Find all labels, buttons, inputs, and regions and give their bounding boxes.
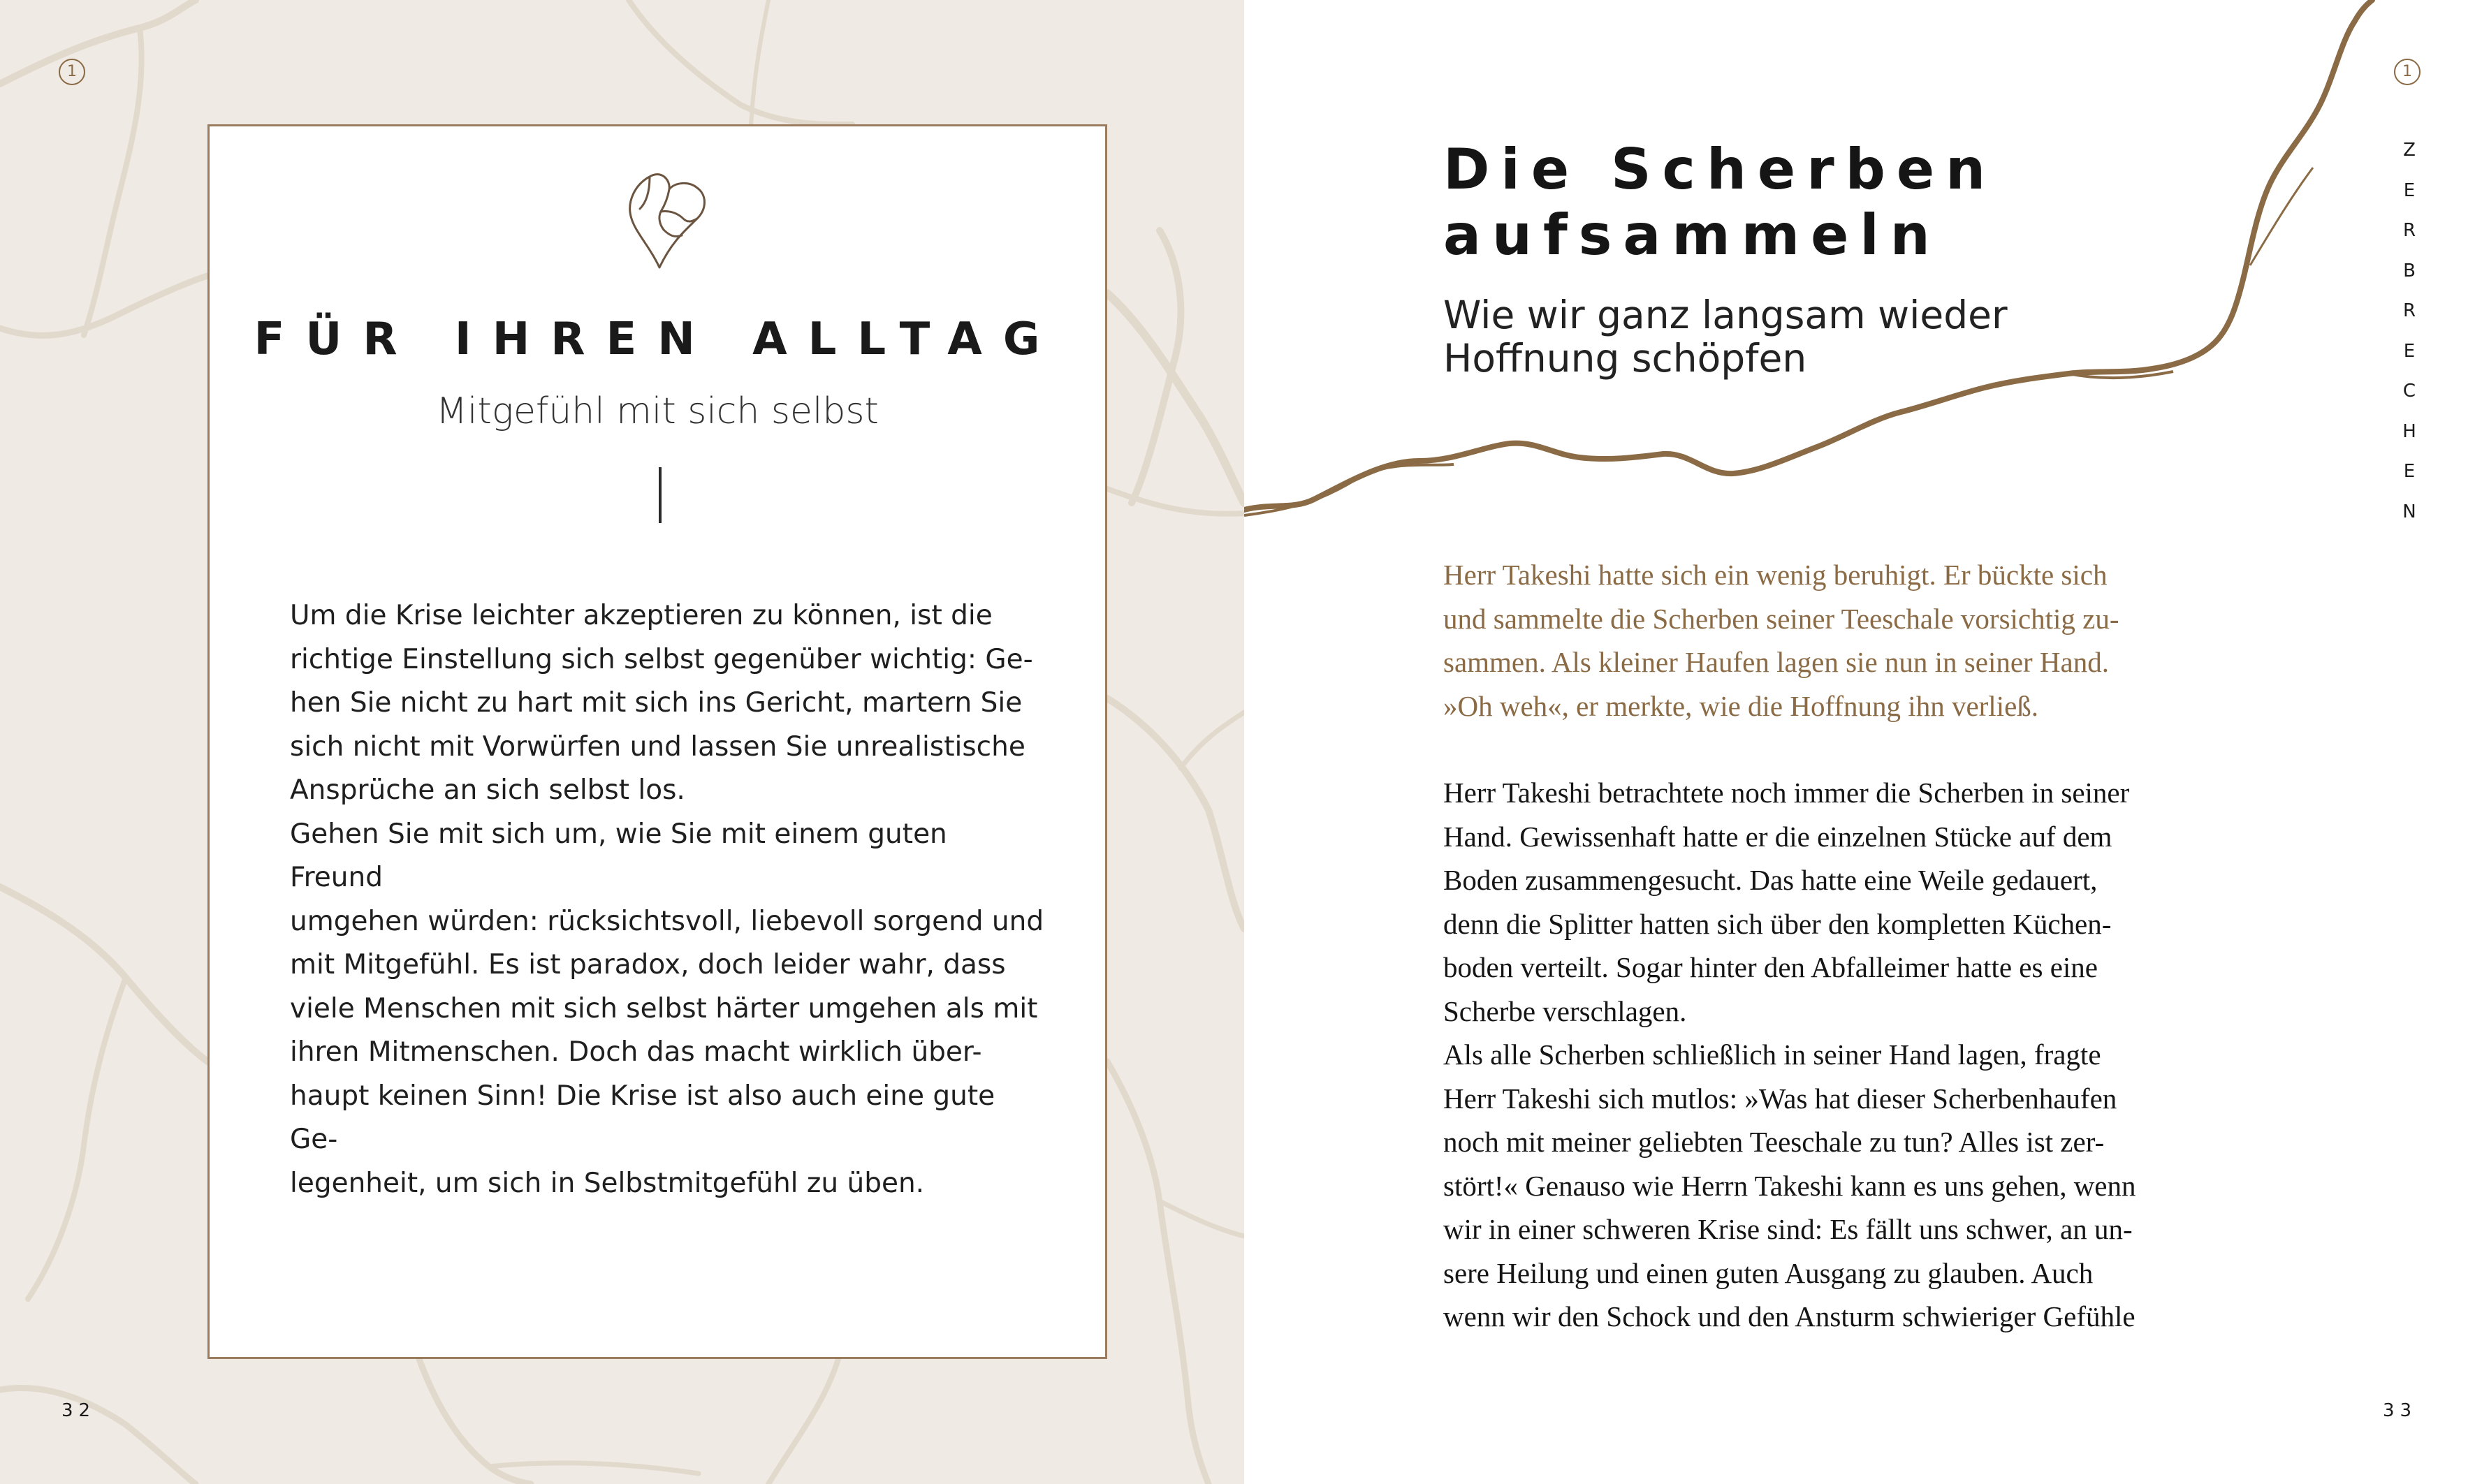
box-paragraph [290, 813, 1044, 1206]
subtitle-line: Wie wir ganz langsam wieder [1443, 293, 2008, 337]
side-letter: C [2402, 381, 2416, 402]
box-body-text [290, 594, 1044, 1205]
text-line: Boden zusammengesucht. Das hatte eine Weile gedauert, [1443, 864, 2098, 896]
side-letter: N [2402, 501, 2416, 522]
text-line: denn die Splitter hatten sich über den kompletten Küchen- [1443, 907, 2112, 940]
page-number: 33 [2383, 1400, 2418, 1421]
title-line: aufsammeln [1443, 203, 1941, 267]
text-line: Als alle Scherben schließlich in seiner Hand lagen, fragte [1443, 1038, 2101, 1071]
chapter-title [1443, 137, 2072, 268]
text-line: Scherbe verschlagen. [1443, 994, 1687, 1027]
text-line: sammen. Als kleiner Haufen lagen sie nun in seiner Hand. [1443, 646, 2109, 678]
text-line: richtige Einstellung sich selbst gegenüber wichtig: Ge- [290, 643, 1033, 675]
box-paragraph [290, 594, 1044, 813]
text-line: Herr Takeshi betrachtete noch immer die Scherben in seiner [1443, 777, 2130, 809]
divider-line [659, 467, 662, 523]
side-letter: R [2402, 300, 2416, 321]
box-subtitle: Mitgefühl mit sich selbst [436, 390, 879, 432]
side-letter: E [2403, 340, 2416, 362]
chapter-marker: 1 [59, 59, 85, 85]
text-line: Hand. Gewissenhaft hatte er die einzelnen Stücke auf dem [1443, 820, 2112, 853]
chapter-marker: 1 [2394, 59, 2421, 85]
text-line: sich nicht mit Vorwürfen und lassen Sie unrealistische [290, 730, 1025, 763]
tip-box [207, 124, 1107, 1359]
side-letter: E [2403, 461, 2416, 482]
text-line: Ansprüche an sich selbst los. [290, 774, 685, 806]
side-letter: Z [2403, 140, 2416, 161]
text-line: und sammelte die Scherben seiner Teeschale vorsichtig zu- [1443, 602, 2119, 635]
text-line: legenheit, um sich in Selbstmitgefühl zu üben. [290, 1167, 925, 1199]
text-line: hen Sie nicht zu hart mit sich ins Gericht, martern Sie [290, 687, 1023, 719]
text-line: sere Heilung und einen guten Ausgang zu glauben. Auch [1443, 1256, 2094, 1289]
title-line: Die Scherben [1443, 137, 1997, 202]
text-line: noch mit meiner geliebten Teeschale zu tun? Alles ist zer- [1443, 1126, 2105, 1158]
side-letter: E [2403, 179, 2416, 201]
side-letter: B [2403, 260, 2416, 281]
box-title: FÜR IHREN ALLTAG [254, 314, 1061, 365]
text-line: »Oh weh«, er merkte, wie die Hoffnung ihn verließ. [1443, 689, 2039, 722]
story-intro-text [1443, 553, 2226, 728]
subtitle-line: Hoffnung schöpfen [1443, 336, 1807, 381]
chapter-side-label [2395, 140, 2423, 541]
text-line: Um die Krise leichter akzeptieren zu können, ist die [290, 600, 993, 631]
cracked-heart-icon [619, 163, 724, 274]
text-line: wenn wir den Schock und den Ansturm schwieriger Gefühle [1443, 1300, 2135, 1332]
text-line: boden verteilt. Sogar hinter den Abfalleimer hatte es eine [1443, 951, 2098, 983]
text-line: mit Mitgefühl. Es ist paradox, doch leider wahr, dass [290, 949, 1006, 980]
text-line: Herr Takeshi hatte sich ein wenig beruhigt. Er bückte sich [1443, 559, 2108, 591]
text-line: umgehen würden: rücksichtsvoll, liebevoll sorgend und [290, 905, 1044, 937]
text-line: stört!« Genauso wie Herrn Takeshi kann es uns gehen, wenn [1443, 1169, 2136, 1202]
side-letter: H [2402, 420, 2416, 442]
side-letter: R [2402, 220, 2416, 241]
text-line: Herr Takeshi sich mutlos: »Was hat dieser Scherbenhaufen [1443, 1082, 2117, 1115]
text-line: Gehen Sie mit sich um, wie Sie mit einem guten Freund [290, 818, 947, 893]
text-line: viele Menschen mit sich selbst härter umgehen als mit [290, 992, 1038, 1024]
chapter-subtitle [1443, 293, 2072, 380]
text-line: haupt keinen Sinn! Die Krise ist also auch eine gute Ge- [290, 1080, 995, 1155]
text-line: wir in einer schweren Krise sind: Es fällt uns schwer, an un- [1443, 1213, 2133, 1245]
page-number: 32 [61, 1400, 96, 1421]
right-page [1244, 0, 2475, 1484]
text-line: ihren Mitmenschen. Doch das macht wirklich über- [290, 1036, 982, 1068]
story-body-text [1443, 771, 2226, 1339]
